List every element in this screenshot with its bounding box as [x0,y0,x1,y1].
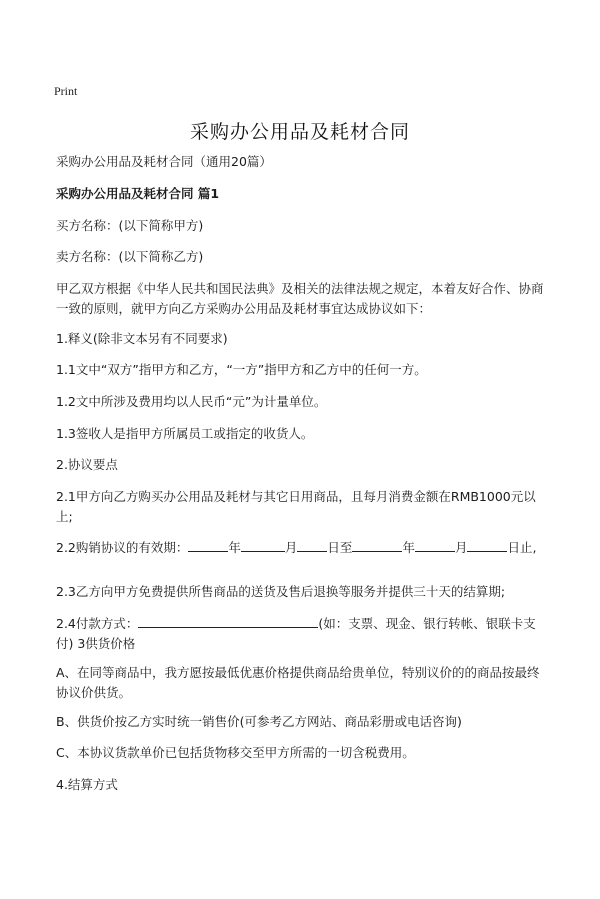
s2-2-year1: 年 [228,540,241,555]
paragraph-s2-4 [56,613,550,654]
paragraph-s2-1: 2.1甲方向乙方购买办公用品及耗材与其它日用商品，且每月消费金额在RMB1000元以上; [56,489,536,524]
paragraph-s1-1: 1.1文中“双方”指甲方和乙方，“一方”指甲方和乙方中的任何一方。 [56,362,427,377]
document-subtitle: 采购办公用品及耗材合同（通用20篇） [56,154,272,169]
paragraph-s2: 2.协议要点 [56,457,118,472]
s2-4-suffix: (如：支票、现金、银行转帐、银联卡支付) 3供货价格 [56,616,536,651]
day-end-blank [467,537,507,552]
payment-method-blank [138,613,318,628]
paragraph-s2-3: 2.3乙方向甲方免费提供所售商品的送货及售后退换等服务并提供三十天的结算期; [56,584,506,599]
s2-2-day1: 日至 [327,540,353,555]
s2-2-year2: 年 [402,540,415,555]
s2-2-day2: 日止, [507,540,537,555]
paragraph-b: B、供货价按乙方实时统一销售价(可参考乙方网站、商品彩册或电话咨询) [56,714,462,729]
month-start-blank [241,537,285,552]
paragraph-a: A、在同等商品中，我方愿按最低优惠价格提供商品给贵单位，特别议价的的商品按最终协议价供货。 [56,665,540,700]
year-start-blank [188,537,228,552]
paragraph-buyer: 买方名称：(以下简称甲方) [56,218,204,233]
paragraph-s1-2: 1.2文中所涉及费用均以人民币“元”为计量单位。 [56,394,327,409]
month-end-blank [415,537,455,552]
print-label[interactable]: Print [54,84,78,98]
s2-4-prefix: 2.4付款方式： [56,616,139,631]
paragraph-s1-3: 1.3签收人是指甲方所属员工或指定的收货人。 [56,426,314,441]
year-end-blank [352,537,402,552]
paragraph-intro: 甲乙双方根据《中华人民共和国民法典》及相关的法律法规之规定，本着友好合作、协商一致的原则，就甲方向乙方采购办公用品及耗材事宜达成协议如下： [56,281,544,316]
section-heading: 采购办公用品及耗材合同 篇1 [56,186,220,201]
s2-2-prefix: 2.2购销协议的有效期： [56,540,189,555]
document-title: 采购办公用品及耗材合同 [189,121,410,143]
paragraph-c: C、本协议货款单价已包括货物移交至甲方所需的一切含税费用。 [56,745,415,760]
paragraph-seller: 卖方名称：(以下简称乙方) [56,249,204,264]
paragraph-s4: 4.结算方式 [56,777,118,792]
paragraph-s2-2 [56,537,550,558]
s2-2-month2: 月 [454,540,468,555]
paragraph-s1: 1.释义(除非文本另有不同要求) [56,331,228,346]
day-start-blank [297,537,327,552]
s2-2-month1: 月 [284,540,298,555]
